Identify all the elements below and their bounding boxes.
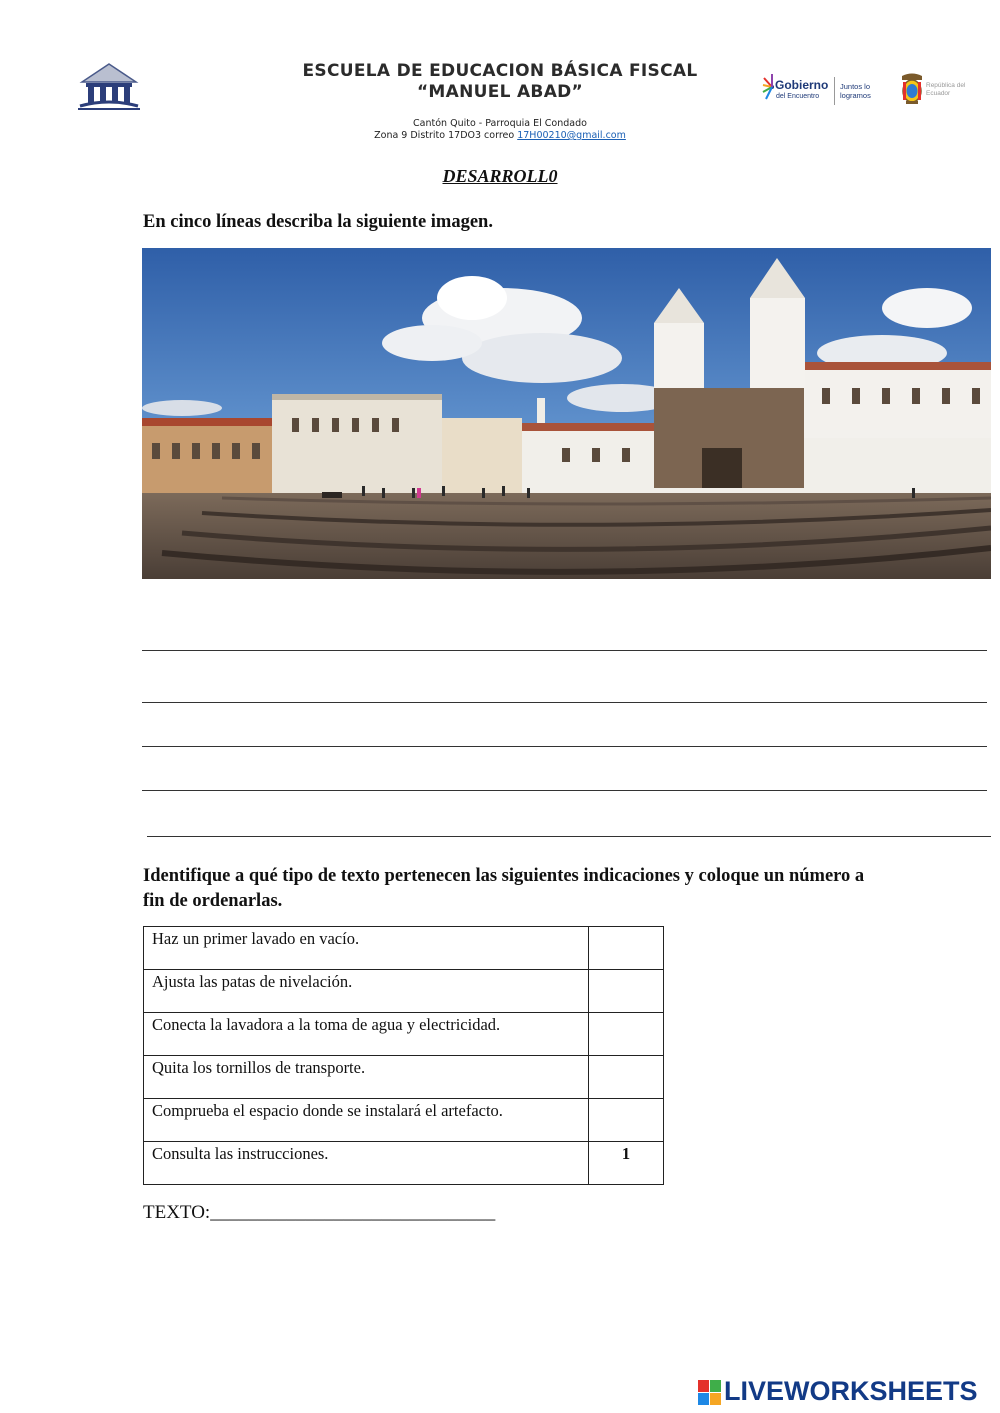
liveworksheets-logo-icon: [698, 1380, 722, 1406]
step-text: Quita los tornillos de transporte.: [144, 1056, 589, 1099]
school-logo: [76, 62, 142, 112]
step-text: Ajusta las patas de nivelación.: [144, 970, 589, 1013]
address-prefix: Zona 9 Distrito 17DO3 correo: [374, 130, 515, 141]
table-row: [144, 1142, 664, 1185]
email-link[interactable]: 17H00210@gmail.com: [517, 130, 626, 141]
writing-line[interactable]: [142, 790, 987, 791]
question-1: En cinco líneas describa la siguiente imagen.: [143, 212, 493, 232]
liveworksheets-watermark: LIVEWORKSHEETS: [724, 1376, 978, 1406]
address-line2: [200, 130, 800, 141]
question-2: Identifique a qué tipo de texto pertenecen las siguientes indicaciones y coloque un número a fin de ordenarlas.: [143, 866, 865, 911]
step-number-cell[interactable]: [589, 970, 664, 1013]
step-text: Conecta la lavadora a la toma de agua y electricidad.: [144, 1013, 589, 1056]
writing-line[interactable]: [147, 836, 991, 837]
table-row: [144, 927, 664, 970]
step-number-cell[interactable]: [589, 1056, 664, 1099]
writing-line[interactable]: [142, 650, 987, 651]
gov-logo-word: Gobierno: [775, 78, 829, 92]
step-number-cell[interactable]: [589, 1099, 664, 1142]
section-title: DESARROLL0: [442, 166, 558, 186]
gov-logo-divider: [834, 77, 835, 105]
step-number-cell[interactable]: [589, 927, 664, 970]
address-line1: Cantón Quito - Parroquia El Condado: [413, 118, 587, 129]
country-text: República del Ecuador: [926, 82, 966, 97]
step-text: Haz un primer lavado en vacío.: [144, 927, 589, 970]
step-number-cell: 1: [589, 1142, 664, 1185]
step-text: Comprueba el espacio donde se instalará el artefacto.: [144, 1099, 589, 1142]
texto-answer-field[interactable]: TEXTO:______________________________: [143, 1202, 496, 1223]
gov-slogan: Juntos lo logramos: [840, 82, 871, 100]
steps-table: [143, 926, 664, 1185]
table-row: [144, 1013, 664, 1056]
ecuador-seal-icon: [898, 72, 926, 106]
step-number-cell[interactable]: [589, 1013, 664, 1056]
writing-line[interactable]: [142, 702, 987, 703]
step-text: Consulta las instrucciones.: [144, 1142, 589, 1185]
plaza-photo: [142, 248, 991, 579]
writing-line[interactable]: [142, 746, 987, 747]
school-name-line1: ESCUELA DE EDUCACION BÁSICA FISCAL: [302, 61, 698, 81]
school-name-line2: “MANUEL ABAD”: [416, 82, 584, 102]
gov-logo-sub: del Encuentro: [776, 93, 820, 100]
table-row: [144, 1099, 664, 1142]
table-row: [144, 1056, 664, 1099]
table-row: [144, 970, 664, 1013]
